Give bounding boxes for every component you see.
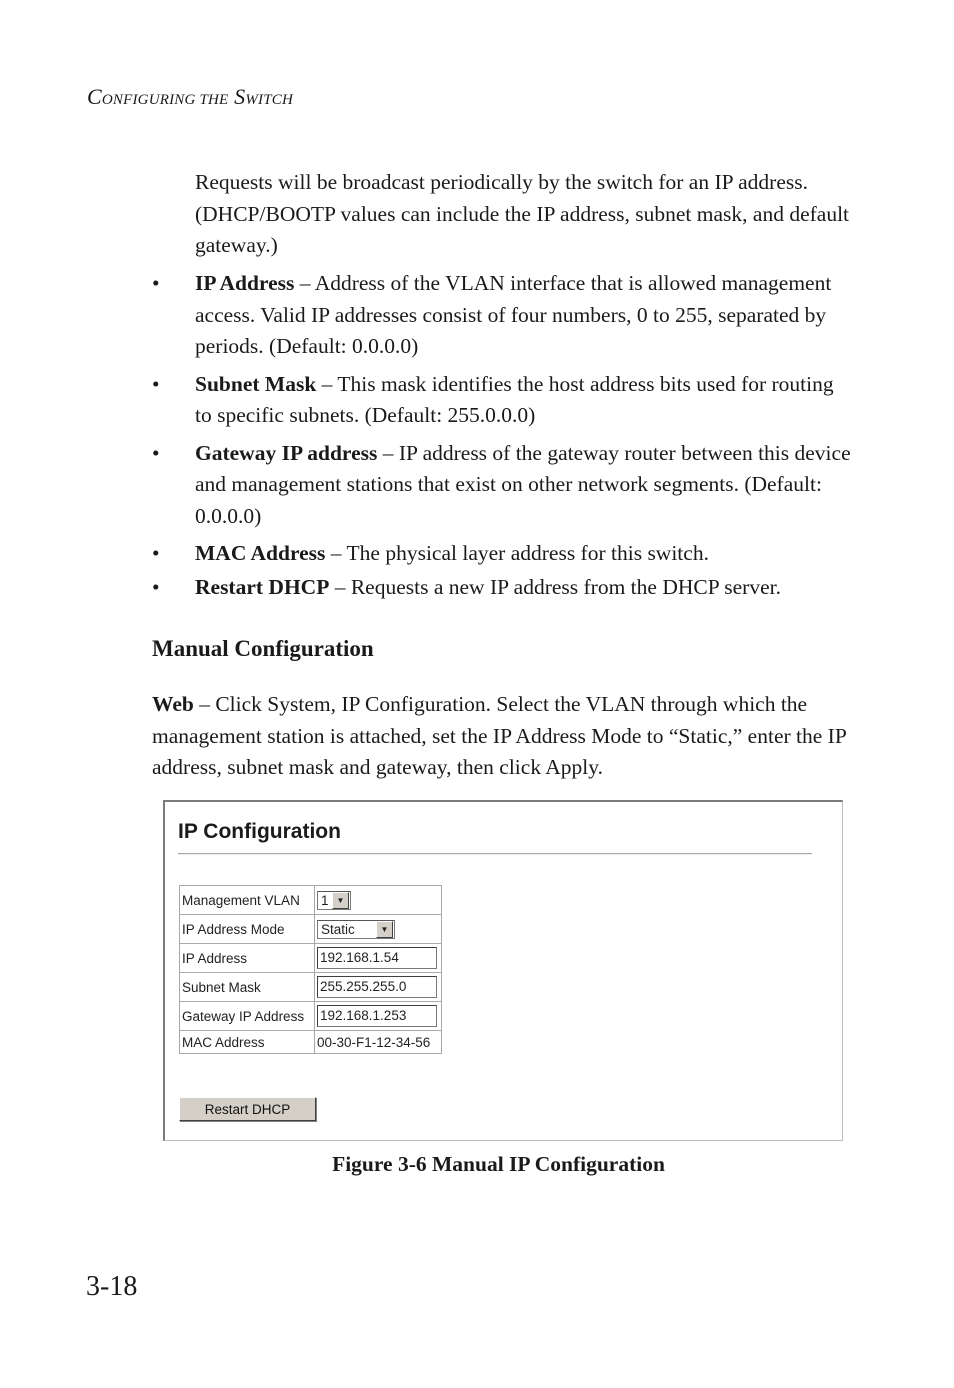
running-head-smallcaps: ONFIGURING THE bbox=[101, 92, 229, 108]
term-gateway: Gateway IP address bbox=[195, 440, 378, 465]
bullet-icon: • bbox=[152, 541, 160, 565]
table-row bbox=[180, 1031, 442, 1054]
list-item bbox=[152, 572, 852, 604]
desc-ip-address: – Address of the VLAN interface that is allowed management access. Valid IP addresses consist of four numbers, 0 to 255, separated by periods. (Default: 0.0.0.0) bbox=[195, 271, 832, 358]
ip-config-table bbox=[179, 885, 442, 1054]
list-item bbox=[152, 268, 852, 363]
bullet-icon: • bbox=[152, 440, 160, 465]
running-head-cap: C bbox=[87, 84, 102, 109]
bullet-icon: • bbox=[152, 371, 160, 396]
label-subnet-mask: Subnet Mask bbox=[180, 973, 315, 1002]
ip-address-mode-value: Static bbox=[321, 921, 355, 937]
screenshot-title: IP Configuration bbox=[178, 820, 341, 843]
restart-dhcp-button[interactable]: Restart DHCP bbox=[179, 1097, 316, 1121]
label-management-vlan: Management VLAN bbox=[180, 886, 315, 915]
term-ip-address: IP Address bbox=[195, 271, 295, 295]
desc-gateway: – IP address of the gateway router between this device and management stations that exist on other network segments. (Default: 0.0.0.0) bbox=[195, 440, 851, 528]
table-row bbox=[180, 1002, 442, 1031]
term-mac-address: MAC Address bbox=[195, 541, 326, 565]
label-ip-address-mode: IP Address Mode bbox=[180, 915, 315, 944]
field-description-list bbox=[152, 268, 852, 609]
label-mac-address: MAC Address bbox=[180, 1031, 315, 1054]
table-row bbox=[180, 973, 442, 1002]
desc-mac-address: – The physical layer address for this switch. bbox=[325, 541, 709, 565]
screenshot-figure bbox=[163, 800, 843, 1141]
list-item bbox=[152, 438, 852, 533]
table-row bbox=[180, 915, 442, 944]
page-number: 3-18 bbox=[86, 1271, 138, 1302]
management-vlan-select[interactable] bbox=[317, 891, 351, 910]
ip-address-mode-select[interactable] bbox=[317, 920, 395, 939]
mac-address-value: 00-30-F1-12-34-56 bbox=[315, 1031, 442, 1054]
bullet-icon: • bbox=[152, 271, 160, 295]
desc-restart-dhcp: – Requests a new IP address from the DHCP server. bbox=[329, 574, 781, 599]
bullet-icon: • bbox=[152, 574, 160, 599]
running-head-smallcaps-2: WITCH bbox=[245, 92, 293, 108]
web-instructions bbox=[152, 689, 852, 784]
table-row bbox=[180, 944, 442, 973]
intro-paragraph: Requests will be broadcast periodically by the switch for an IP address. (DHCP/BOOTP values can include the IP address, subnet mask, and default gateway.) bbox=[195, 170, 850, 257]
list-item bbox=[152, 538, 852, 570]
list-item bbox=[152, 369, 852, 432]
label-ip-address: IP Address bbox=[180, 944, 315, 973]
table-row bbox=[180, 886, 442, 915]
title-divider bbox=[178, 853, 812, 855]
gateway-ip-field[interactable]: 192.168.1.253 bbox=[317, 1005, 437, 1027]
running-head-cap-2: S bbox=[234, 84, 246, 109]
term-restart-dhcp: Restart DHCP bbox=[195, 574, 330, 599]
label-gateway-ip: Gateway IP Address bbox=[180, 1002, 315, 1031]
dropdown-arrow-icon[interactable]: ▼ bbox=[376, 921, 393, 938]
web-text: – Click System, IP Configuration. Select the VLAN through which the management station is attached, set the IP Address Mode to “Static,” enter the IP address, subnet mask and gateway, then click Apply. bbox=[152, 692, 846, 779]
ip-address-field[interactable]: 192.168.1.54 bbox=[317, 947, 437, 969]
management-vlan-value: 1 bbox=[321, 892, 329, 908]
desc-subnet-mask: – This mask identifies the host address bits used for routing to specific subnets. (Default: 255.0.0.0) bbox=[195, 371, 834, 427]
dropdown-arrow-icon[interactable]: ▼ bbox=[332, 892, 349, 909]
term-subnet-mask: Subnet Mask bbox=[195, 371, 317, 396]
web-lead: Web bbox=[152, 692, 194, 716]
subnet-mask-field[interactable]: 255.255.255.0 bbox=[317, 976, 437, 998]
figure-caption: Figure 3-6 Manual IP Configuration bbox=[332, 1152, 665, 1176]
section-heading: Manual Configuration bbox=[152, 636, 374, 661]
running-head bbox=[87, 84, 293, 110]
